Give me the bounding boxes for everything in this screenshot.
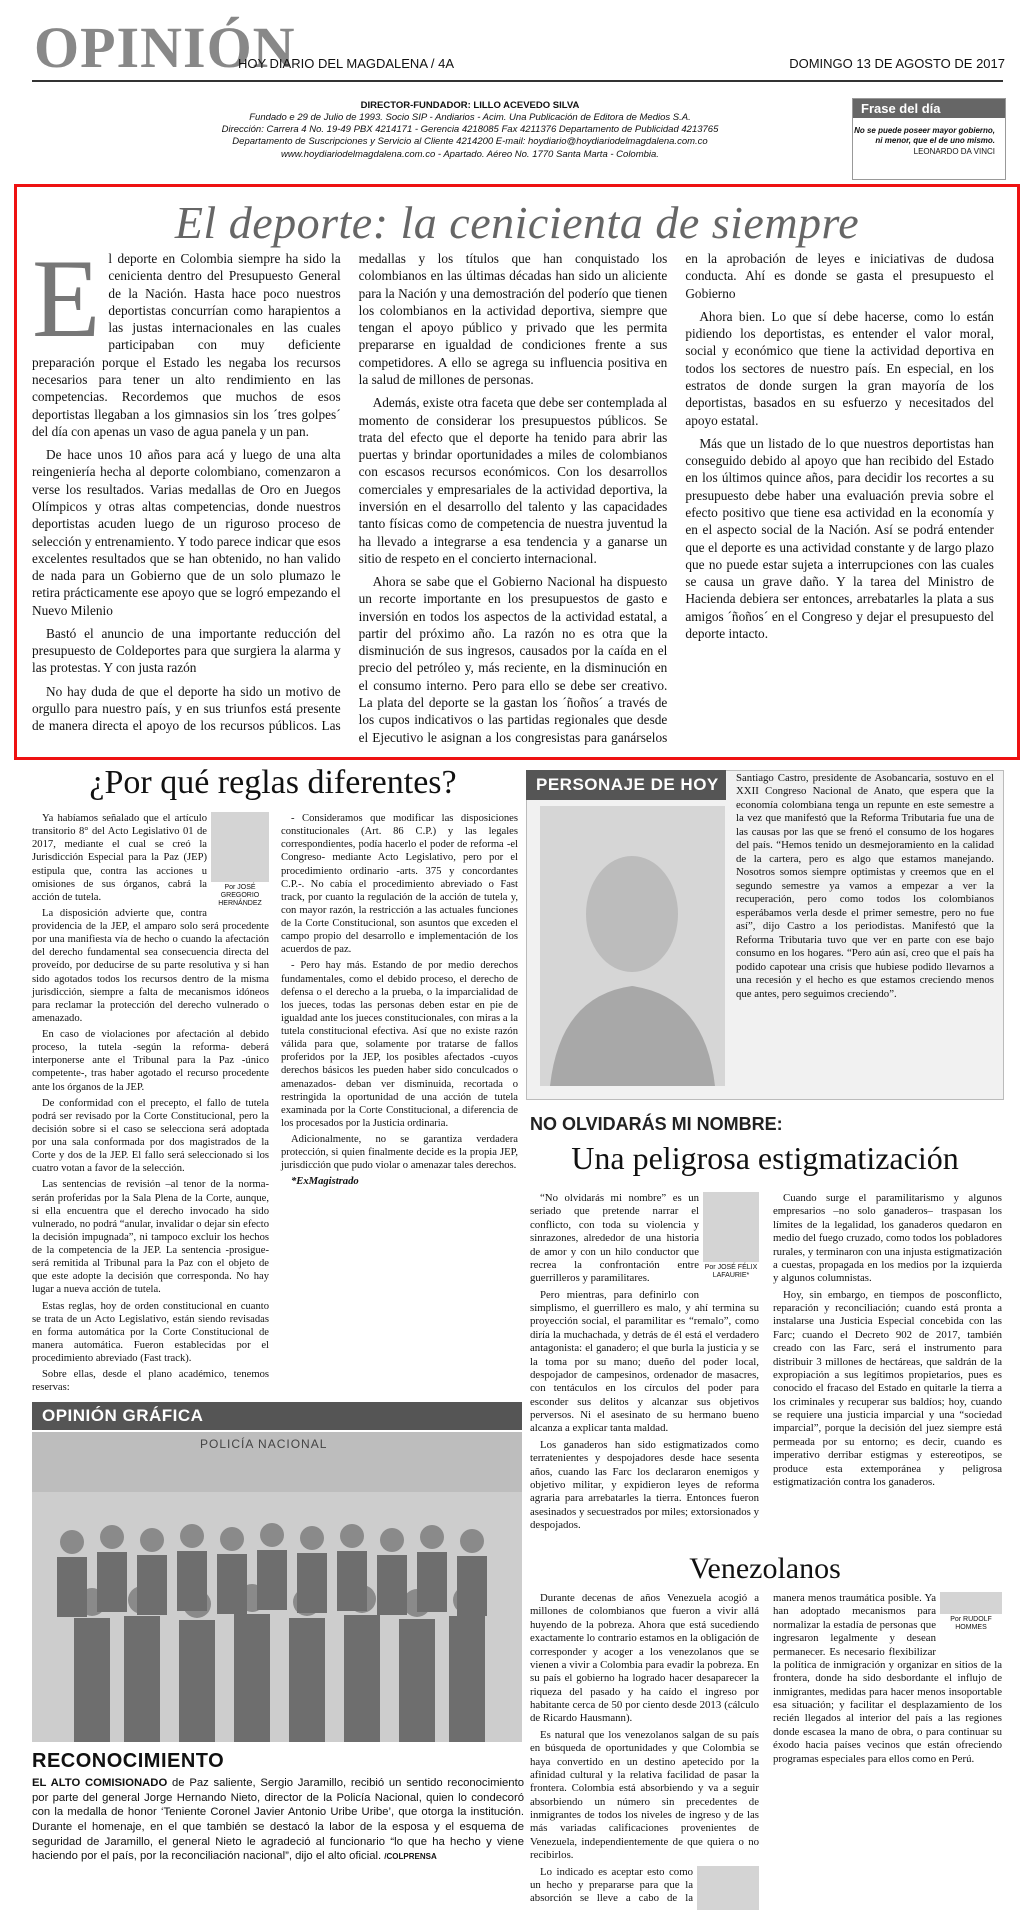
personaje-label: PERSONAJE DE HOY bbox=[526, 770, 726, 800]
article-paragraph: - Consideramos que modificar las disposiciones constitucionales (Art. 86 C.P.) y las legales correspondientes, podía hacerlo el poder de reforma -el Congreso- mediante Acto Legislativo, pero por el procedimiento ordinario -arts. 375 y concordantes C.P.-. No cabía el procedimiento abreviado o Fast track, por cuanto la regulación de la acción de tutela y, con mayor razón, la restricción a las actuales funciones de la Corte Constitucional, son asuntos que exceden el campo propio del desarrollo e implementación de los acuerdos de paz. bbox=[281, 813, 518, 956]
personaje-photo bbox=[540, 806, 725, 1086]
column-kicker: NO OLVIDARÁS MI NOMBRE: bbox=[530, 1114, 783, 1134]
group-photo-placeholder-icon bbox=[32, 1432, 522, 1742]
caption-body bbox=[32, 1776, 524, 1864]
editorial-paragraph: Ahora bien. Lo que sí debe hacerse, como lo están pidiendo los deportistas, es entender el valor moral, social y económico que tiene la actividad deportiva en todos los sectores de nuestro país. En especial, en los estratos de donde surgen la gran mayoría de los deportistas, basados en su esfuerzo y necesitados del apoyo estatal. bbox=[685, 308, 994, 428]
section-title: OPINIÓN bbox=[34, 15, 296, 80]
article-paragraph: De conformidad con el precepto, el fallo de tutela podrá ser revisado por la Corte Constitucional, pero la decisión sobre si el caso se selecciona será adoptada por una sala conformada por dos magistrados de la Corte y dos de la JEP. El fallo será seleccionado si los cuatro votan a favor de la selección. bbox=[32, 1097, 269, 1175]
column-paragraph: Cuando surge el paramilitarismo y algunos empresarios –no solo ganaderos– traspasan los límites de la legalidad, los ganaderos quedaron en medio del fuego cruzado, como todos los pobladores rurales, y terminaron con una injusta estigmatización a cuestas, propagada en los medios por la izquierda y algunos columnistas. bbox=[773, 1192, 1002, 1285]
editorial-paragraph: El deporte en Colombia siempre ha sido la cenicienta dentro del Presupuesto General de la Nación. Hasta hace poco nuestros deportistas concurrían como harapientos a las justas internacionales en las cuales participaban con muy deficiente preparación porque el Estado les negaba los recursos necesarios para tener un alto rendimiento en las competencias. Recordemos que muchos de esos deportistas llegaban a los gimnasios sin los ´tres golpes´ del día con apenas un vaso de agua panela y un pan. bbox=[32, 237, 341, 439]
column-body bbox=[530, 1192, 1002, 1544]
drop-cap: E bbox=[32, 237, 101, 361]
column-paragraph: Durante decenas de años Venezuela acogió a millones de colombianos que fueron a vivir allá huyendo de la pobreza. Ahora que está sucediendo exactamente lo contrario estamos en la obligación de corresponder y acoger a los venezolanos que se vienen a vivir a Colombia para evadir la pobreza. En su país el gobierno ha logrado hacer desaparecer la riqueza del pasado y ha caído el ingreso por habitante cerca de 50 por ciento desde 2013 (cálculo de Ricardo Hausmann). bbox=[530, 1592, 759, 1725]
author-credit: Por JOSÉ FÉLIX LAFAURIE* bbox=[704, 1264, 758, 1280]
group-photo bbox=[32, 1432, 522, 1742]
editorial-paragraph: No hay duda de que el deporte ha sido un motivo de orgullo para nuestro país, y en sus triunfos está presente de manera directa el apoyo de los recursos públicos. Las medallas y los títulos que han conquistado los colombianos en las últimas décadas han sido un aliciente para la Nación y una demostración del poderío que tienen los colombianos en la actividad deportiva, siempre que tengan el apoyo público y privado que les permita prepararse en igualdad de condiciones frente a sus competidores. A ello se agrega su influencia positiva en la salud de millones de personas. bbox=[32, 251, 668, 734]
caption-text: de Paz saliente, Sergio Jaramillo, recibió un sentido reconocimiento por parte del general Jorge Hernando Nieto, director de la Policía Nacional, quien lo condecoró con la medalla de honor ‘Teniente Coronel Javier Antonio Uribe Uribe’, que otorga la institución. Durante el homenaje, en el que también se destacó la labor de la esposa y el esquema de seguridad de Jaramillo, el general Nieto le agradeció al funcionario “lo que ha hecho y viene haciendo por el país, por la reconciliación nacional”, dijo el alto oficial. bbox=[32, 1777, 525, 1863]
imprint-line: Fundado e 29 de Julio de 1993. Socio SIP - Andiarios - Acim. Una Publicación de Editora de Medios S.A. bbox=[249, 112, 691, 124]
frase-title: Frase del día bbox=[853, 99, 1005, 118]
imprint-director: DIRECTOR-FUNDADOR: LILLO ACEVEDO SILVA bbox=[360, 100, 580, 111]
article-paragraph: La disposición advierte que, contra providencia de la JEP, el amparo solo será procedente por una manifiesta vía de hecho o cuando la afectación del derecho fundamental sea consecuencia directa del proveído, por deducirse de su parte resolutiva y si han sido agotados todos los recursos dentro de la misma jurisdicción, siempre a falta de mecanismos idóneos para reclamar la protección del derecho vulnerado o amenazado. bbox=[32, 907, 269, 1024]
article-paragraph: Adicionalmente, no se garantiza verdadera protección, si quien finalmente decide es la propia JEP, jurisdicción que pudo violar o amenazar tales derechos. bbox=[281, 1134, 518, 1172]
article-paragraph: En caso de violaciones por afectación al debido proceso, la tutela -según la reforma- deberá interponerse ante el Tribunal para la Paz -único competente-, tras haber agotado el recurso procedente ante los órganos de la JEP. bbox=[32, 1029, 269, 1093]
article-paragraph: - Pero hay más. Estando de por medio derechos fundamentales, como el debido proceso, el derecho de defensa o el derecho a la prueba, o la imparcialidad de los jueces, todas las personas deben estar en pie de igualdad ante los jueces constitucionales, con miras a la tutela constitucional efectiva. Así que no existe razón válida para que, solamente por tratarse de fallos proferidos por la JEP, los posibles afectados -cuyos derechos básicos les pueden haber sido conculcados o amenazados- deban ver disminuida, recortada o restringida la oportunidad de una acción de tutela examinada por la Corte Constitucional, a diferencia de los procesados por la Justicia ordinaria. bbox=[281, 960, 518, 1129]
editorial-paragraph: De hace unos 10 años para acá y luego de una alta reingeniería hecha al deporte colombiano, comenzaron a verse los resultados. Varias medallas de Oro en Juegos Olímpicos y otras altas competencias, donde nuestros deportistas acuden luego de un riguroso proceso de selección y entrenamiento. Y todo parece indicar que esos excelentes resultados que se han obtenido, no han valido de nada para un Gobierno que de un solo plumazo le retira prácticamente ese apoyo que se logró empezando el Nuevo Milenio bbox=[32, 447, 341, 618]
column-paragraph: Pero mientras, para definirlo con simplismo, el guerrillero es malo, y ahí termina su proyección social, el paramilitar es “remalo”, como diría la muchachada, y detrás de él está el verdadero antagonista: el ganadero; el que burla la justicia y se la toma por su mano; dueño del poder local, despojador de campesinos, ordenador de masacres, con tentáculos en los círculos del poder para esconder sus delitos y alcanzar sus objetivos perversos. Ni el asesinato de su hermano bueno alcanza a explicar tanta maldad. bbox=[530, 1288, 759, 1435]
caption-title: RECONOCIMIENTO bbox=[32, 1750, 225, 1772]
photo-credit: /COLPRENSA bbox=[384, 1852, 437, 1862]
article-body bbox=[32, 812, 518, 1396]
editorial-paragraph: Ahora se sabe que el Gobierno Nacional ha dispuesto un recorte importante en los presupuestos de gasto e inversión en todos los aspectos de la actividad estatal, a partir del próximo año. La razón no es otra que la disminución de sus ingresos, causados por la caída en el precio del petróleo y, más reciente, en la disminución en el consumo interno. Pero para ello se debe ser creativo. La plata del deporte se la gastan los ´ñoños´ a través de los cupos indicativos o las partidas regionales que desde el Ejecutivo le asignan a los congresistas para ganárselos en la aprobación de leyes e iniciativas de dudosa conducta. Ahí es donde se gasta el presupuesto el Gobierno bbox=[358, 251, 994, 745]
photo-banner-text: POLICÍA NACIONAL bbox=[200, 1437, 328, 1451]
imprint bbox=[140, 100, 800, 161]
column-paragraph: Lo indicado es aceptar esto como un hecho y prepararse para que la absorción se lleve a cabo de la manera menos traumática posible. Ya han adoptado mecanismos para normalizar la estadía de personas que ingresaron legalmente y desean permanecer. Es necesario flexibilizar la política de inmigración y organizar en sitios de la frontera, donde ha sido desbordante el influjo de inmigrantes, medidas para hacer menos insoportable esa situación; y facilitar el desplazamiento de los recién llegados al interior del país a las regiones donde escasea la mano de obra, o para continuar su éxodo hacia países vecinos que están ofreciendo programas especiales para ellos como en Perú. bbox=[530, 1592, 1002, 1905]
paper-name: HOY DIARIO DEL MAGDALENA / 4A bbox=[238, 56, 455, 71]
caption-lead: EL ALTO COMISIONADO bbox=[32, 1777, 168, 1789]
imprint-line: Departamento de Suscripciones y Servicio al Cliente 4214200 E-mail: hoydiario@hoydiariodelmagdalena.com.co bbox=[232, 136, 708, 148]
column-paragraph: Hoy, sin embargo, en tiempos de posconflicto, reparación y reconciliación; cuando está pronta a instalarse una Justicia Especial concebida con las Farc; cuando el Decreto 902 de 2017, también creado con las Farc, será el instrumento para distribuir 3 millones de hectáreas, que saldrán de la expropiación a sus legítimos propietarios, pues es conocido el fracaso del Estado en quitarle la tierra a los criminales y recuperar sus baldíos; hoy, cuando se requiere una justicia imparcial y una “sociedad imparcial”, porque la decisión del juez siempre está permeada por su entorno; es decir, cuando es imperativo derribar estigmas y estereotipos, se produce esta extemporánea y peligrosa estigmatización contra los ganaderos. bbox=[773, 1288, 1002, 1488]
issue-date: DOMINGO 13 DE AGOSTO DE 2017 bbox=[789, 56, 1005, 71]
article-signature: *ExMagistrado bbox=[291, 1176, 359, 1188]
column-title: Una peligrosa estigmatización bbox=[571, 1140, 959, 1176]
opinion-grafica-label: OPINIÓN GRÁFICA bbox=[32, 1402, 522, 1430]
editorial-paragraph: Además, existe otra faceta que debe ser contemplada al momento de considerar los presupuestos públicos. Se trata del efecto que el deporte ha tenido para abrir las puertas y brindar oportunidades a miles de colombianos con escasos recursos económicos. Con los desarrollos comerciales y empresariales de la actividad deportiva, la inversión en el desarrollo del talento y las capacidades tanto físicas como de competencia de nuestra juventud la ha llevado a integrarse a esa tendencia y a ganarse un sitio de respeto en el concierto internacional. bbox=[358, 395, 668, 566]
column-paragraph: Los ganaderos han sido estigmatizados como terratenientes y despojadores desde hace sesenta años, cuando las Farc los declararon enemigos y objetivo militar, y expidieron leyes de reforma agraria para arrebatarles la tierra. Entonces fueron asesinados y secuestrados por miles; extorsionados y despojados. bbox=[530, 1438, 759, 1531]
article-paragraph: Ya habíamos señalado que el artículo transitorio 8° del Acto Legislativo 01 de 2017, mediante el cual se creó la Jurisdicción Especial para la Paz (JEP) estipula que, contra las acciones u omisiones de sus órganos, cabrá la acción de tutela. bbox=[32, 813, 207, 903]
frase-del-dia-box bbox=[852, 98, 1006, 180]
author-credit: Por JOSÉ GREGORIO HERNÁNDEZ bbox=[218, 884, 262, 908]
column-paragraph: “No olvidarás mi nombre” es un seriado que pretende narrar el conflicto, con toda su violencia y sinrazones, alrededor de una historia de amor y con un hilo conductor que recrea la confrontación entre guerrilleros y paramilitares. bbox=[530, 1192, 699, 1285]
author-credit: Por RUDOLF HOMMES bbox=[950, 1615, 992, 1631]
column-body bbox=[530, 1592, 1002, 1910]
editorial-paragraph: Más que un listado de lo que nuestros deportistas han conseguido debido al apoyo que han recibido del Estado en los últimos quince años, para decidir los recortes a su presupuesto debe haber una evaluación previa sobre el efecto positivo que tiene esa actividad en la economía y en el aspecto social de la Nación. Así se podrá entender que el deporte es una actividad constante y de largo plazo que no puede estar sujeta a interrupciones con las cuales se causa un grave daño. Y la tarea del Ministro de Hacienda debiera ser entonces, arrebatarles la plata a sus amigos ´ñoños´ en el Congreso y dejar el presupuesto del deporte intacto. bbox=[685, 435, 994, 641]
author-photo bbox=[703, 1192, 759, 1292]
column-paragraph: Es natural que los venezolanos salgan de su país en búsqueda de oportunidades y que Colombia se haya convertido en un destino apetecido por la afinidad cultural y la relativa facilidad de pasar la frontera. Colombia está absorbiendo y va a seguir absorbiendo un número sin precedentes de inmigrantes de todos los niveles de ingreso y de las más variadas calificaciones provenientes de Venezuela, independientemente de que quiera o no recibirlos. bbox=[530, 1728, 759, 1862]
editorial-title: El deporte: la cenicienta de siempre bbox=[174, 197, 860, 248]
frase-quote: No se puede poseer mayor gobierno, ni menor, que el de uno mismo. LEONARDO DA VINCI bbox=[854, 126, 995, 156]
article-title: ¿Por qué reglas diferentes? bbox=[89, 764, 457, 801]
author-photo bbox=[211, 812, 269, 912]
frase-author: LEONARDO DA VINCI bbox=[913, 146, 995, 156]
imprint-line: Dirección: Carrera 4 No. 19-49 PBX 4214171 - Gerencia 4218085 Fax 4211376 Departamento de Publicidad 4213765 bbox=[221, 124, 719, 136]
article-paragraph: Estas reglas, hoy de orden constitucional en cuanto se trata de un Acto Legislativo, están siendo revisadas en forma automática por la Corte Constitucional de manera automática. Fueron establecidas por el procedimiento abreviado (Fast track). bbox=[32, 1300, 269, 1364]
portrait-placeholder-icon bbox=[540, 806, 725, 1086]
editorial-body bbox=[32, 237, 994, 750]
editorial-paragraph: Bastó el anuncio de una importante reducción del presupuesto de Coldeportes para que surgiera la alarma y las protestas. Y con justa razón bbox=[32, 625, 341, 676]
column-title: Venezolanos bbox=[689, 1552, 841, 1585]
personaje-text: Santiago Castro, presidente de Asobancaria, sostuvo en el XXII Congreso Nacional de Anato, que espera que la economía colombiana tenga un repunte en este semestre a la vez que manifestó que la Reforma Tributaria fue una de las causas por las que se frenó el consumo de los hogares del país. “Hemos tenido un desmejoramiento en la calidad de la cartera, pero es algo que estamos manejando. Nosotros somos siempre optimistas y creemos que en el segundo semestre ya vamos a empezar a ver la recuperación, pero como todos los colombianos esperábamos verla desde el primer semestre, pero no fue así”, dijo Castro a los periodistas. Manifestó que la Reforma Tributaria tuvo que ver en parte con ese bajo consumo en los hogares. “Pero aún así, creo que el país ha podido capotear una crisis que hubiese podido llevarnos a una recesión y el hecho es que estamos creciendo menos que antes, pero seguimos creciendo”. bbox=[736, 772, 994, 1000]
header-rule bbox=[32, 80, 1003, 82]
article-paragraph: Sobre ellas, desde el plano académico, tenemos reservas: bbox=[32, 1369, 269, 1394]
imprint-line: www.hoydiariodelmagdalena.com.co - Apartado. Aéreo No. 1770 Santa Marta - Colombia. bbox=[281, 148, 659, 160]
article-paragraph: Las sentencias de revisión –al tenor de la norma- serán proferidas por la Sala Plena de la Corte, aunque, si ella encuentra que el derecho invocado ha sido vulnerado, no podrá “anular, invalidar o dejar sin efecto la decisión impugnada”, ni tampoco excluir los hechos de la competencia de la JEP. La sentencia -prosigue- será remitida al Tribunal para la Paz con el objeto de que este adopte la decisión que corresponda. No hay lugar a nueva acción de tutela. bbox=[32, 1179, 269, 1296]
